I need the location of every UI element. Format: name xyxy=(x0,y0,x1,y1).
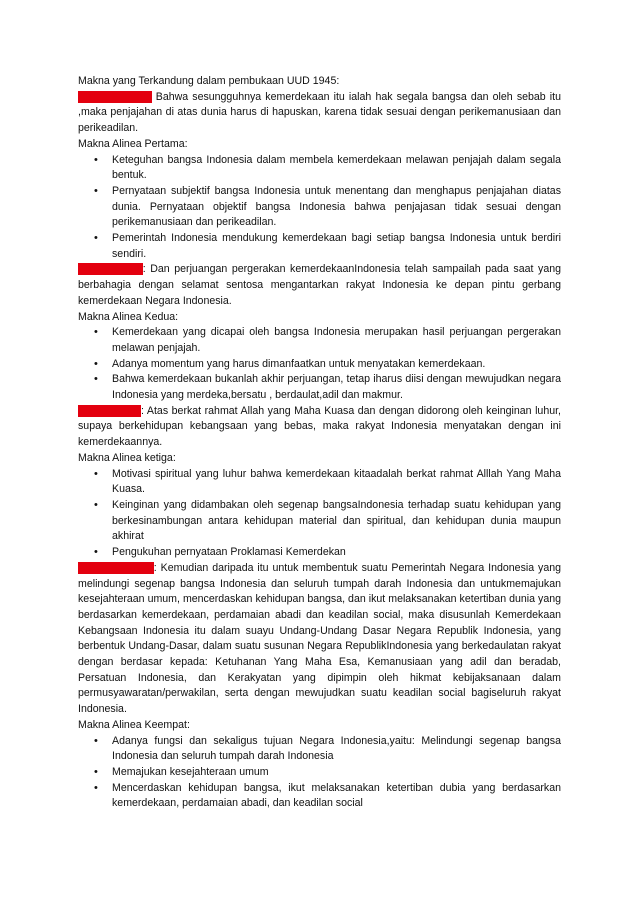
list-item: • Pemerintah Indonesia mendukung kemerdekaan bagi setiap bangsa Indonesia untuk berdiri sendiri. xyxy=(78,231,561,262)
alinea-kedua-highlight: Alinea Kedua xyxy=(78,263,143,276)
list-item: • Keinginan yang didambakan oleh segenap bangsaIndonesia terhadap suatu kehidupan yang berkesinambungan antara kehidupan material dan spiritual, dan kehidupan dunia maupun akhirat xyxy=(78,498,561,545)
list-item: • Mencerdaskan kehidupan bangsa, ikut melaksanakan ketertiban dubia yang berdasarkan kemerdekaan, perdamaian abadi, dan keadilan social xyxy=(78,781,561,812)
makna-alinea-kedua-list xyxy=(78,325,561,404)
list-item: • Adanya fungsi dan sekaligus tujuan Negara Indonesia,yaitu: Melindungi segenap bangsa Indonesia dan seluruh tumpah darah Indonesia xyxy=(78,734,561,765)
alinea-pertama-text: Bahwa sesungguhnya kemerdekaan itu ialah hak segala bangsa dan oleh sebab itu ,maka penjajahan di atas dunia harus di hapuskan, karena tidak sesuai dengan perikemanusiaan dan perikeadilan. xyxy=(78,90,561,135)
alinea-ketiga-text: : Atas berkat rahmat Allah yang Maha Kuasa dan dengan didorong oleh keinginan luhur, supaya berkehidupan kebangsaan yang bebas, maka rakyat Indonesia menyatakan dengan ini kemerdekaannya. xyxy=(78,404,561,449)
list-item: • Bahwa kemerdekaan bukanlah akhir perjuangan, tetap iharus diisi dengan mewujudkan negara Indonesia yang merdeka,bersatu , berdaulat,adil dan makmur. xyxy=(78,372,561,403)
list-item: • Pengukuhan pernyataan Proklamasi Kemerdekan xyxy=(78,545,561,561)
makna-alinea-ketiga-heading: Makna Alinea ketiga: xyxy=(78,451,176,464)
list-item: • Motivasi spiritual yang luhur bahwa kemerdekaan kitaadalah berkat rahmat Alllah Yang Maha Kuasa. xyxy=(78,467,561,498)
alinea-ketiga-highlight: Alinea Ketiga xyxy=(78,404,142,417)
list-item: • Adanya momentum yang harus dimanfaatkan untuk menyatakan kemerdekaan. xyxy=(78,357,561,373)
makna-alinea-pertama-list xyxy=(78,153,561,263)
alinea-keempat-text: : Kemudian daripada itu untuk membentuk suatu Pemerintah Negara Indonesia yang melindungi segenap bangsa Indonesia dan seluruh tumpah darah Indonesia dan untukmemajukan kesejahteraan umum, mencerdaskan kehidupan bangsa, dan ikut melaksanakan ketertiban dunia yang berdasarkan kemerdekaan, perdamaian abadi dan keadilan social, maka disusunlah Kemerdekaan Kebangsaan Indonesia itu dalam suayu Undang-Undang Dasar Negara Republik Indonesia, yang berbentuk Undang-Dasar, dalam suatu susunan Negara RepublikIndonesia yang berkedaulatan rakyat dengan berdasar kepada: Ketuhanan Yang Maha Esa, Kemanusiaan yang adil dan beradab, Persatuan Indonesia, dan Kerakyatan yang dipimpin oleh hikmat kebijaksanaan dalam permusyawaratan/perwakilan, serta dengan mewujudkan suatu keadilan social bagiseluruh rakyat Indonesia. xyxy=(78,561,561,716)
document-page xyxy=(78,74,561,812)
makna-alinea-kedua-heading: Makna Alinea Kedua: xyxy=(78,310,179,323)
list-item: • Keteguhan bangsa Indonesia dalam membela kemerdekaan melawan penjajah dalam segala bentuk. xyxy=(78,153,561,184)
alinea-ketiga-paragraph xyxy=(78,404,561,451)
alinea-kedua-paragraph xyxy=(78,262,561,309)
alinea-kedua-text: : Dan perjuangan pergerakan kemerdekaanIndonesia telah sampailah pada saat yang berbahagia dengan selamat sentosa mengantarkan rakyat Indonesia ke depan pintu gerbang kemerdekaan Negara Indonesia. xyxy=(78,263,561,307)
document-title: Makna yang Terkandung dalam pembukaan UUD 1945: xyxy=(78,75,340,87)
makna-alinea-ketiga-list xyxy=(78,467,561,561)
alinea-keempat-highlight: Alinea Keempat xyxy=(78,561,154,574)
makna-alinea-keempat-heading: Makna Alinea Keempat: xyxy=(78,718,190,731)
list-item: • Memajukan kesejahteraan umum xyxy=(78,765,561,781)
makna-alinea-keempat-list xyxy=(78,734,561,813)
alinea-pertama-highlight: Alinea Pertama xyxy=(78,90,152,103)
alinea-keempat-paragraph xyxy=(78,561,561,718)
list-item: • Pernyataan subjektif bangsa Indonesia untuk menentang dan menghapus penjajahan diatas dunia. Pernyataan objektif bangsa Indonesia bahwa penjajasan tidak sesuai dengan perikemanusiaan dan perikeadilan. xyxy=(78,184,561,231)
list-item: • Kemerdekaan yang dicapai oleh bangsa Indonesia merupakan hasil perjuangan pergerakan melawan penjajah. xyxy=(78,325,561,356)
makna-alinea-pertama-heading: Makna Alinea Pertama: xyxy=(78,137,188,150)
alinea-pertama-paragraph xyxy=(78,90,561,137)
